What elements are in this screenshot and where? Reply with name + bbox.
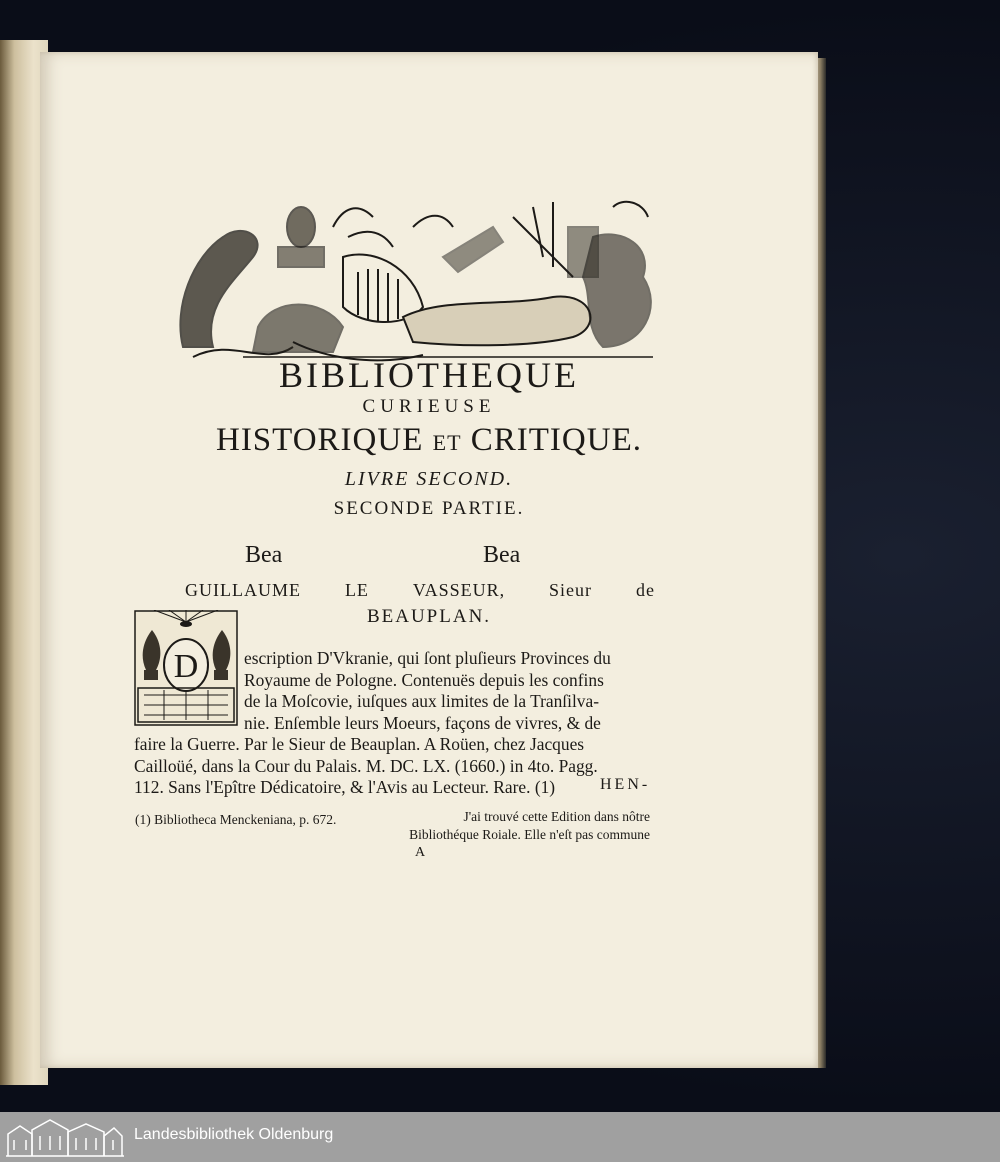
title-word-critique: CRITIQUE.	[470, 422, 642, 458]
author-word: GUILLAUME	[185, 580, 301, 600]
title-word-et: ET	[432, 430, 462, 455]
author-word: LE	[344, 580, 369, 600]
body-line: nie. Enſemble leurs Moeurs, façons de vivres, & de	[244, 712, 601, 733]
part-heading: SECONDE PARTIE.	[333, 498, 525, 519]
author-surname: BEAUPLAN.	[366, 606, 492, 627]
body-line: Cailloüé, dans la Cour du Palais. M. DC. LX. (1660.) in 4to. Pagg.	[134, 755, 598, 776]
title-subtitle: CURIEUSE	[362, 396, 496, 417]
author-word: de	[636, 580, 655, 600]
library-name[interactable]: Landesbibliothek Oldenburg	[134, 1126, 334, 1143]
title-main: BIBLIOTHEQUE	[279, 355, 579, 395]
title-historique	[40, 422, 818, 459]
footnote-right: J'ai trouvé cette Edition dans nôtre Bibliothéque Roiale. Elle n'eſt pas commune	[409, 809, 650, 842]
body-line: 112. Sans l'Epître Dédicatoire, & l'Avis au Lecteur. Rare. (1)	[134, 777, 556, 797]
library-footer-bar	[0, 1112, 1000, 1162]
drop-cap-letter: D	[173, 648, 199, 685]
title-word-historique: HISTORIQUE	[215, 422, 424, 458]
author-line	[185, 580, 655, 601]
author-word: Sieur	[549, 580, 593, 600]
book-page	[40, 52, 818, 1068]
body-line: de la Moſcovie, iuſques aux limites de la Tranſilva-	[244, 691, 599, 711]
body-line: Royaume de Pologne. Contenuës depuis les confins	[244, 669, 604, 690]
library-building-icon	[6, 1116, 124, 1158]
body-line: faire la Guerre. Par le Sieur de Beauplan. A Roüen, chez Jacques	[134, 734, 585, 754]
ornamental-vignette-icon	[173, 197, 671, 375]
running-head-right: Bea	[483, 542, 521, 568]
signature-mark: A	[415, 845, 426, 860]
body-line: escription D'Vkranie, qui ſont pluſieurs Provinces du	[244, 648, 611, 668]
author-word: VASSEUR,	[412, 580, 506, 600]
catchword: HEN-	[600, 776, 651, 793]
footnote-left: (1) Bibliotheca Menckeniana, p. 672.	[135, 812, 337, 827]
book-heading: LIVRE SECOND.	[344, 468, 514, 490]
running-head-left: Bea	[245, 542, 283, 568]
entry-body	[134, 648, 649, 799]
